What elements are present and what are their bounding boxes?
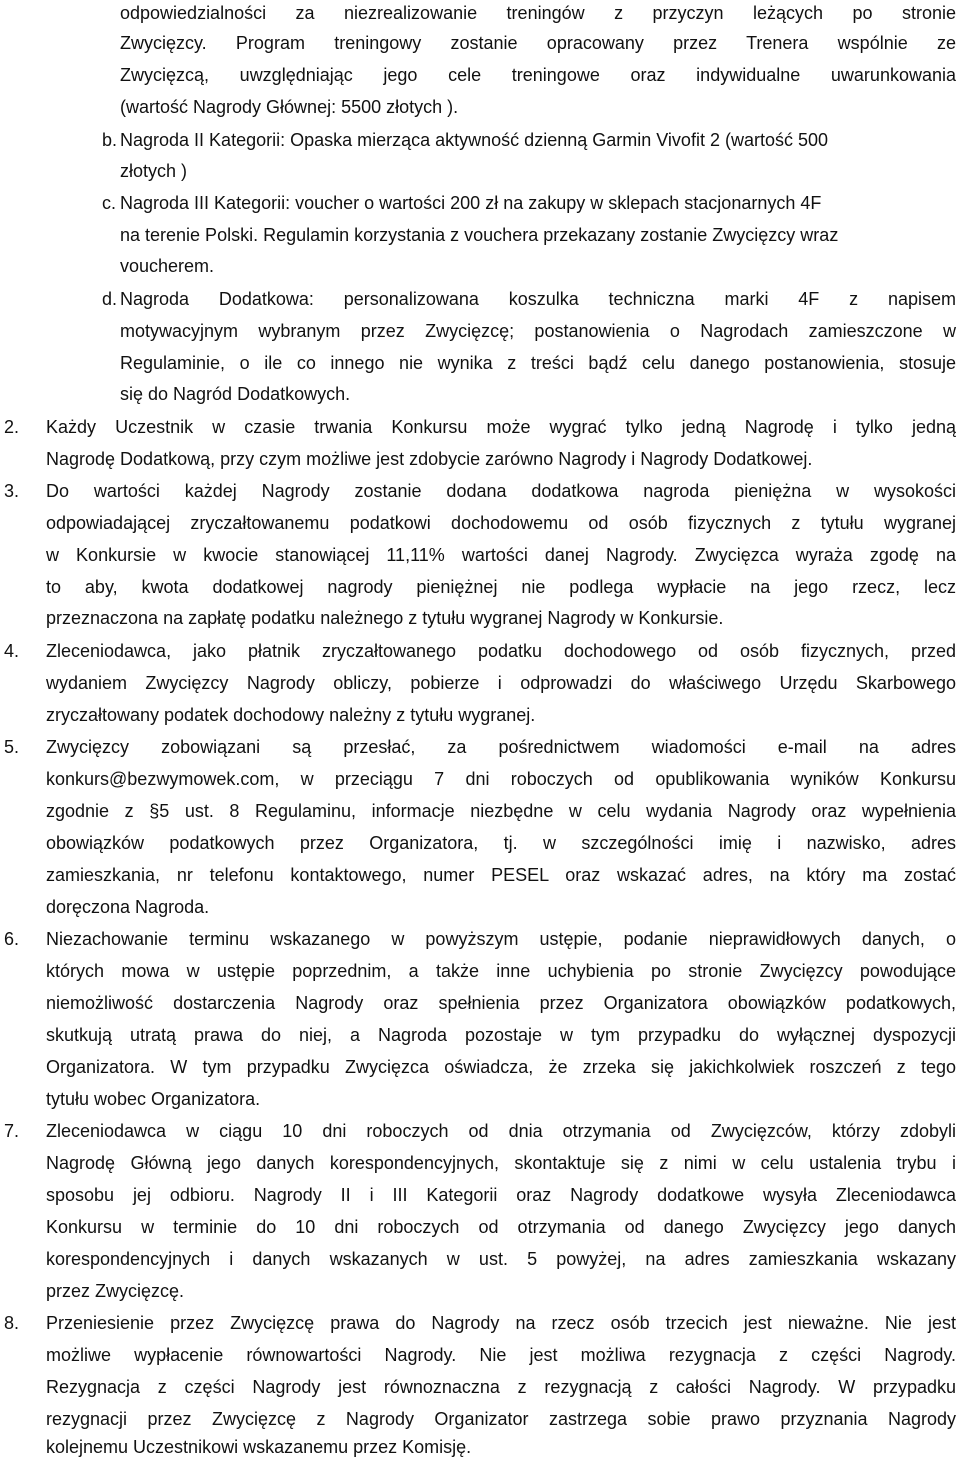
text-line: Nagroda Dodatkowa: personalizowana koszulka techniczna marki 4F z napisem (120, 289, 956, 309)
text-line: odpowiadającej zryczałtowanemu podatkowi dochodowemu od osób fizycznych z tytułu wygranej (46, 513, 956, 533)
text-line: Zleceniodawca w ciągu 10 dni roboczych od dnia otrzymania od Zwycięzców, którzy zdobyli (46, 1121, 956, 1141)
text-line: wydaniem Zwycięzcy Nagrody obliczy, pobierze i odprowadzi do właściwego Urzędu Skarbowego (46, 673, 956, 693)
text-line: się do Nagród Dodatkowych. (120, 384, 351, 404)
text-line: tytułu wobec Organizatora. (46, 1089, 261, 1109)
text-line: możliwe wypłacenie równowartości Nagrody. Nie jest możliwa rezygnacja z części Nagrody. (46, 1345, 956, 1365)
text-line: Rezygnacja z części Nagrody jest równoznaczna z rezygnacją z całości Nagrody. W przypadku (46, 1377, 956, 1397)
text-line: korespondencyjnych i danych wskazanych w ust. 5 powyżej, na adres zamieszkania wskazany (46, 1249, 956, 1269)
list-marker: 6. (4, 929, 20, 949)
list-marker: 2. (4, 417, 20, 437)
list-marker: 4. (4, 641, 20, 661)
text-line: złotych ) (120, 161, 188, 181)
text-line: to aby, kwota dodatkowej nagrody pieniężnej nie podlega wypłacie na jego rzecz, lecz (46, 577, 956, 597)
list-marker: 8. (4, 1313, 20, 1333)
text-line: Organizatora. W tym przypadku Zwycięzca oświadcza, że zrzeka się jakichkolwiek roszczeń z tego (46, 1057, 956, 1077)
text-line: przez Zwycięzcę. (46, 1281, 185, 1301)
text-line: Nagrodę Dodatkową, przy czym możliwe jest zdobycie zarówno Nagrody i Nagrody Dodatkowej. (46, 449, 813, 469)
text-line: Nagroda II Kategorii: Opaska mierząca aktywność dzienną Garmin Vivofit 2 (wartość 500 (120, 130, 828, 150)
text-line: Do wartości każdej Nagrody zostanie dodana dodatkowa nagroda pieniężna w wysokości (46, 481, 956, 501)
text-line: niemożliwość dostarczenia Nagrody oraz spełnienia przez Organizatora obowiązków podatkowych, (46, 993, 956, 1013)
text-line: Zwycięzcą, uwzględniając jego cele treningowe oraz indywidualne uwarunkowania (120, 65, 956, 85)
text-line: sposobu jej odbioru. Nagrody II i III Kategorii oraz Nagrody dodatkowe wysyła Zleceniodawca (46, 1185, 956, 1205)
text-line: rezygnacji przez Zwycięzcę z Nagrody Organizator zastrzega sobie prawo przyznania Nagrody (46, 1409, 956, 1429)
list-marker: d. (102, 289, 118, 309)
text-line: zgodnie z §5 ust. 8 Regulaminu, informacje niezbędne w celu wydania Nagrody oraz wypełnienia (46, 801, 956, 821)
text-line: zryczałtowany podatek dochodowy należny z tytułu wygranej. (46, 705, 536, 725)
text-line: których mowa w ustępie poprzednim, a także inne uchybienia po stronie Zwycięzcy powodujące (46, 961, 956, 981)
text-line: Regulaminie, o ile co innego nie wynika z treści bądź celu danego postanowienia, stosuje (120, 353, 956, 373)
text-line: kolejnemu Uczestnikowi wskazanemu przez Komisję. (46, 1437, 472, 1457)
list-marker: b. (102, 130, 118, 150)
text-line: skutkują utratą prawa do niej, a Nagroda pozostaje w tym przypadku do wyłącznej dyspozycji (46, 1025, 956, 1045)
text-line: w Konkursie w kwocie stanowiącej 11,11% wartości danej Nagrody. Zwycięzca wyraża zgodę na (46, 545, 956, 565)
text-line: Nagroda III Kategorii: voucher o wartości 200 zł na zakupy w sklepach stacjonarnych 4F (120, 193, 822, 213)
text-line: obowiązków podatkowych przez Organizatora, tj. w szczególności imię i nazwisko, adres (46, 833, 956, 853)
text-line: przeznaczona na zapłatę podatku należnego z tytułu wygranej Nagrody w Konkursie. (46, 608, 724, 628)
list-marker: 3. (4, 481, 20, 501)
text-line: Każdy Uczestnik w czasie trwania Konkursu może wygrać tylko jedną Nagrodę i tylko jedną (46, 417, 956, 437)
text-line: Przeniesienie przez Zwycięzcę prawa do Nagrody na rzecz osób trzecich jest nieważne. Nie jest (46, 1313, 956, 1333)
text-line: (wartość Nagrody Głównej: 5500 złotych ). (120, 97, 459, 117)
text-line: Zwycięzcy. Program treningowy zostanie opracowany przez Trenera wspólnie ze (120, 33, 956, 53)
text-line: motywacyjnym wybranym przez Zwycięzcę; postanowienia o Nagrodach zamieszczone w (120, 321, 956, 341)
list-marker: c. (102, 193, 117, 213)
text-line: na terenie Polski. Regulamin korzystania z vouchera przekazany zostanie Zwycięzcy wraz (120, 225, 839, 245)
text-line: Konkursu w terminie do 10 dni roboczych od otrzymania od danego Zwycięzcy jego danych (46, 1217, 956, 1237)
text-line: zamieszkania, nr telefonu kontaktowego, numer PESEL oraz wskazać adres, na który ma zostać (46, 865, 956, 885)
text-line: doręczona Nagroda. (46, 897, 210, 917)
text-line: Niezachowanie terminu wskazanego w powyższym ustępie, podanie nieprawidłowych danych, o (46, 929, 956, 949)
list-marker: 7. (4, 1121, 20, 1141)
text-line: Zleceniodawca, jako płatnik zryczałtowanego podatku dochodowego od osób fizycznych, przed (46, 641, 956, 661)
text-line: voucherem. (120, 256, 215, 276)
text-line: Zwycięzcy zobowiązani są przesłać, za pośrednictwem wiadomości e-mail na adres (46, 737, 956, 757)
text-line: konkurs@bezwymowek.com, w przeciągu 7 dni roboczych od opublikowania wyników Konkursu (46, 769, 956, 789)
list-marker: 5. (4, 737, 20, 757)
text-line: odpowiedzialności za niezrealizowanie treningów z przyczyn leżących po stronie (120, 3, 956, 23)
text-line: Nagrodę Główną jego danych korespondencyjnych, skontaktuje się z nimi w celu ustalenia trybu i (46, 1153, 956, 1173)
